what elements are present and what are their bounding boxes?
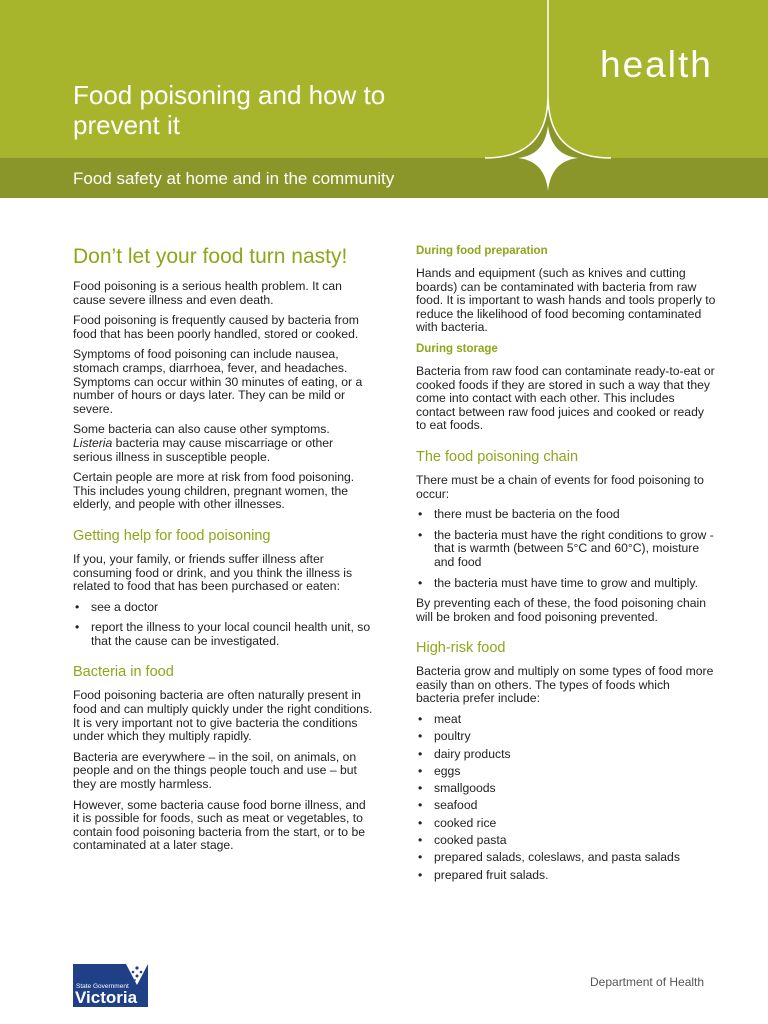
paragraph: Symptoms of food poisoning can include nausea, stomach cramps, diarrhoea, fever, and headaches. Symptoms can occur within 30 minutes of eating, or a number of hours or days later. They can be mild or severe.: [73, 347, 363, 416]
list-item: • prepared salads, coleslaws, and pasta salads: [416, 851, 716, 865]
main-heading: Don’t let your food turn nasty!: [73, 245, 348, 268]
document-subtitle: Food safety at home and in the community: [73, 169, 395, 188]
paragraph: Bacteria are everywhere – in the soil, on animals, on people and on the things people touch and use – but they are mostly harmless.: [73, 749, 357, 792]
paragraph: If you, your family, or friends suffer illness after consuming food or drink, and you think the illness is related to food that has been purchased or eaten:: [73, 551, 353, 594]
victoria-government-logo: [73, 964, 148, 1007]
document-title: Food poisoning and how to prevent it: [73, 80, 386, 140]
list-item: • prepared fruit salads.: [416, 869, 716, 883]
subheading-preparation: During food preparation: [416, 245, 548, 257]
list-item: • dairy products: [416, 748, 716, 762]
listeria-term: Listeria: [73, 435, 113, 450]
list-item: • meat: [416, 713, 716, 727]
list-item: • report the illness to your local council health unit, so that the cause can be investigated.: [73, 621, 373, 648]
section-heading-high-risk: High-risk food: [416, 640, 506, 657]
list-item: • eggs: [416, 765, 716, 779]
list-item: • seafood: [416, 799, 716, 813]
list-item: • cooked rice: [416, 817, 716, 831]
paragraph: However, some bacteria cause food borne illness, and it is possible for foods, such as meat or vegetables, to contain food poisoning bacteria from the start, or to be contaminated at a later stage.: [73, 797, 366, 853]
paragraph: Food poisoning bacteria are often naturally present in food and can multiply quickly under the right conditions. It is very important not to give bacteria the conditions under which they multiply rapidly.: [73, 688, 373, 744]
paragraph: Bacteria grow and multiply on some types of food more easily than on others. The types of foods which bacteria prefer include:: [416, 664, 714, 706]
list-item: • there must be bacteria on the food: [416, 508, 716, 522]
paragraph: Bacteria from raw food can contaminate ready-to-eat or cooked foods if they are stored in such a way that they come into contact with each other. This includes contact between raw food juices and cooked or ready to eat foods.: [416, 363, 715, 433]
help-list: [73, 601, 373, 649]
right-column: [416, 244, 716, 889]
paragraph: There must be a chain of events for food poisoning to occur:: [416, 472, 704, 501]
text-span: bacteria may cause miscarriage or other serious illness in susceptible people.: [73, 435, 334, 464]
logo-small-text: State Government: [76, 983, 129, 990]
section-heading-chain: The food poisoning chain: [416, 448, 579, 465]
brand-health: health: [600, 44, 713, 85]
list-item: • poultry: [416, 730, 716, 744]
paragraph: Hands and equipment (such as knives and cutting boards) can be contaminated with bacteria from raw food. It is important to wash hands and tools properly to reduce the likelihood of food becoming contaminated with bacteria.: [416, 266, 716, 335]
logo-big-text: Victoria: [75, 988, 138, 1007]
list-item: • the bacteria must have time to grow and multiply.: [416, 577, 716, 591]
subheading-storage: During storage: [416, 342, 498, 355]
paragraph: Certain people are more at risk from food poisoning. This includes young children, pregnant women, the elderly, and people with other illnesses.: [73, 470, 355, 512]
chain-list: [416, 508, 716, 590]
list-item: • see a doctor: [73, 601, 373, 615]
text-span: Some bacteria can also cause other symptoms.: [73, 422, 330, 437]
header-banner: [0, 0, 768, 198]
section-heading-bacteria: Bacteria in food: [73, 664, 174, 681]
paragraph: Food poisoning is frequently caused by bacteria from food that has been poorly handled, stored or cooked.: [73, 313, 359, 341]
list-item: • the bacteria must have the right conditions to grow - that is warmth (between 5°C and 60°C), moisture and food: [416, 529, 716, 570]
paragraph: Food poisoning is a serious health problem. It can cause severe illness and even death.: [73, 279, 342, 307]
paragraph: [73, 423, 373, 464]
list-item: • cooked pasta: [416, 834, 716, 848]
high-risk-list: [416, 713, 716, 882]
left-column: [73, 244, 373, 860]
paragraph: By preventing each of these, the food poisoning chain will be broken and food poisoning prevented.: [416, 596, 706, 624]
section-heading-help: Getting help for food poisoning: [73, 527, 271, 544]
department-name: Department of Health: [590, 975, 705, 989]
list-item: • smallgoods: [416, 782, 716, 796]
